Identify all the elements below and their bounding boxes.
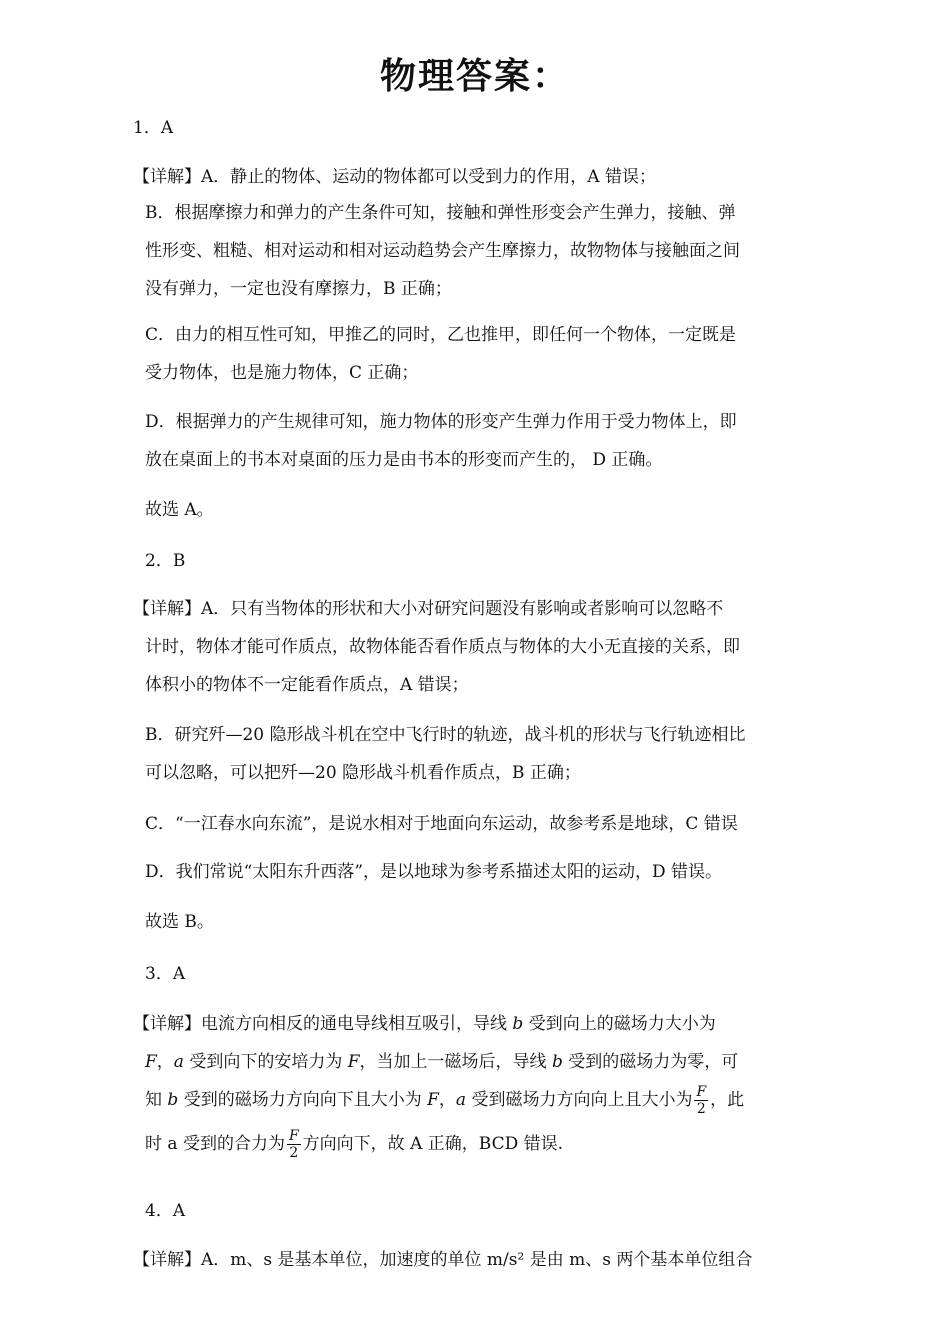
text-line: 【详解】A．只有当物体的形状和大小对研究问题没有影响或者影响可以忽略不 [133,599,724,619]
paragraph [133,590,810,704]
conclusion: 故选 B。 [145,912,214,932]
fraction [287,1128,301,1161]
paragraph: 【详解】A．静止的物体、运动的物体都可以受到力的作用，A 错误； [133,167,656,187]
paragraph [145,403,810,479]
text: 时 a 受到的合力为 [145,1134,285,1154]
variable-b: b [551,1052,563,1072]
paragraph [145,716,810,792]
text: ， [438,1090,456,1110]
conclusion: 故选 A。 [145,500,214,520]
text: 【详解】电流方向相反的通电导线相互吸引，导线 [133,1014,513,1034]
text-line: D．根据弹力的产生规律可知，施力物体的形变产生弹力作用于受力物体上，即 [145,412,737,432]
paragraph [145,194,810,308]
text-line [133,1081,810,1119]
question-number: 2．B [145,551,186,571]
text: ，当加上一磁场后，导线 [359,1052,552,1072]
text: 受到的磁场力方向向下且大小为 [178,1090,428,1110]
paragraph: D．我们常说“太阳东升西落”，是以地球为参考系描述太阳的运动，D 错误。 [145,862,723,882]
question-number: 3．A [145,964,186,984]
page-title: 物理答案： [379,56,570,97]
paragraph [133,1005,810,1163]
text-line: B．研究歼—20 隐形战斗机在空中飞行时的轨迹，战斗机的形状与飞行轨迹相比 [145,725,746,745]
paragraph: 【详解】A．m、s 是基本单位，加速度的单位 m/s² 是由 m、s 两个基本单位组合 [133,1250,753,1270]
paragraph [145,316,810,392]
text-line: 计时，物体才能可作质点，故物体能否看作质点与物体的大小无直接的关系，即 [145,637,740,657]
text: ，此 [710,1090,745,1110]
text: 受到磁场力方向向上且大小为 [466,1090,693,1110]
paragraph: C．“一江春水向东流”，是说水相对于地面向东运动，故参考系是地球，C 错误 [145,814,738,834]
text-line: 放在桌面上的书本对桌面的压力是由书本的形变而产生的， D 正确。 [145,450,663,470]
fraction-numerator: F [288,1128,299,1144]
text-line: B．根据摩擦力和弹力的产生条件可知，接触和弹性形变会产生弹力，接触、弹 [145,203,736,223]
text-line: 可以忽略，可以把歼—20 隐形战斗机看作质点，B 正确； [145,763,581,783]
text-line [133,1005,810,1043]
variable-F: F [427,1090,439,1110]
question-number: 1．A [133,118,174,138]
text-line [133,1043,810,1081]
variable-b: b [512,1014,524,1034]
text-line: C．由力的相互性可知，甲推乙的同时，乙也推甲，即任何一个物体，一定既是 [145,325,737,345]
text-line [133,1125,810,1163]
question-number: 4．A [145,1201,186,1221]
text: 知 [145,1090,168,1110]
fraction-denominator: 2 [696,1101,706,1117]
variable-a: a [173,1052,184,1072]
variable-a: a [455,1090,467,1110]
variable-b: b [167,1090,179,1110]
fraction-numerator: F [696,1084,707,1100]
variable-F: F [145,1052,157,1072]
text: 受到向上的磁场力大小为 [523,1014,716,1034]
text: 受到的磁场力为零，可 [562,1052,739,1072]
text-line: 受力物体，也是施力物体，C 正确； [145,363,419,383]
fraction [694,1084,708,1117]
text: ， [156,1052,174,1072]
text-line: 性形变、粗糙、相对运动和相对运动趋势会产生摩擦力，故物物体与接触面之间 [145,241,740,261]
variable-F: F [347,1052,360,1072]
text-line: 没有弹力，一定也没有摩擦力，B 正确； [145,279,452,299]
text-line: 体积小的物体不一定能看作质点，A 错误； [145,675,469,695]
text: 方向向下，故 A 正确，BCD 错误. [302,1134,564,1154]
text: 受到向下的安培力为 [183,1052,348,1072]
fraction-denominator: 2 [289,1145,299,1161]
